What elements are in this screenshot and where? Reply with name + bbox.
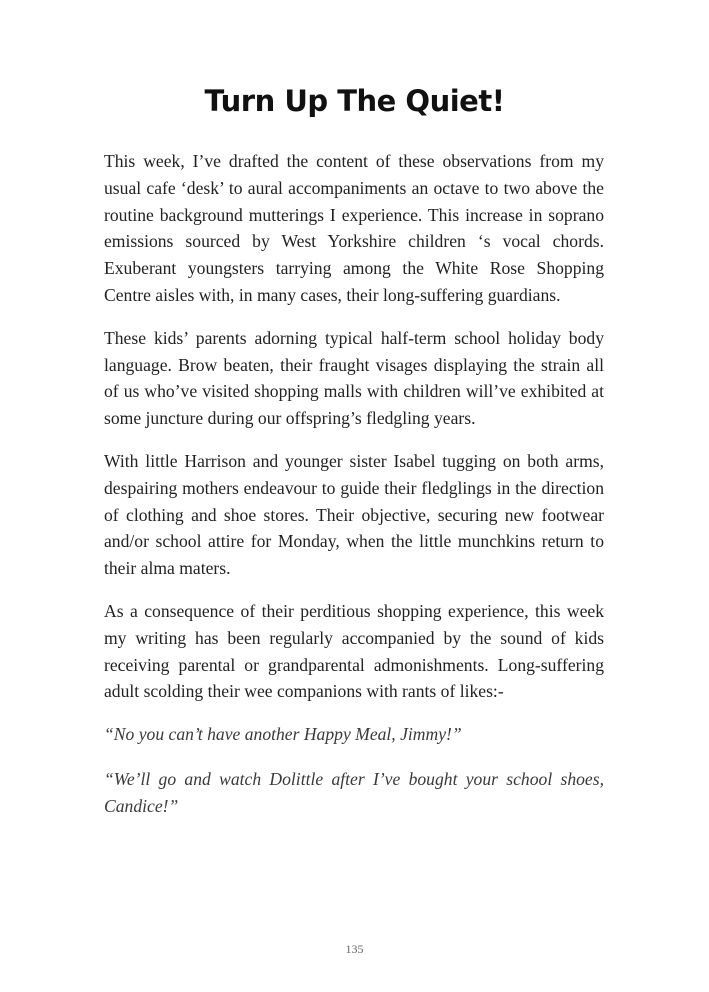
body-text [104, 148, 604, 838]
page-number: 135 [345, 942, 364, 956]
paragraph-2: These kids’ parents adorning typical half-term school holiday body language. Brow beaten, their fraught visages displaying the strain all of us who’ve visited shopping malls with children will’ve exhibited at some juncture during our offspring’s fledgling years. [104, 327, 604, 429]
quote-1: “No you can’t have another Happy Meal, Jimmy!” [104, 724, 462, 745]
page-title: Turn Up The Quiet! [204, 84, 505, 118]
quote-2: “We’ll go and watch Dolittle after I’ve bought your school shoes, Candice!” [104, 768, 604, 816]
paragraph-4: As a consequence of their perditious shopping experience, this week my writing has been regularly accompanied by the sound of kids receiving parental or grandparental admonishments. Long-suffering adult scolding their wee companions with rants of likes:- [104, 600, 604, 702]
paragraph-1: This week, I’ve drafted the content of these observations from my usual cafe ‘desk’ to aural accompaniments an octave to two above the routine background mutterings I experience. This increase in soprano emissions sourced by West Yorkshire children ‘s vocal chords. Exuberant youngsters tarrying among the White Rose Shopping Centre aisles with, in many cases, their long-suffering guardians. [104, 151, 604, 305]
paragraph-3: With little Harrison and younger sister Isabel tugging on both arms, despairing mothers endeavour to guide their fledglings in the direction of clothing and shoe stores. Their objective, securing new footwear and/or school attire for Monday, when the little munchkins return to their alma maters. [104, 450, 604, 579]
